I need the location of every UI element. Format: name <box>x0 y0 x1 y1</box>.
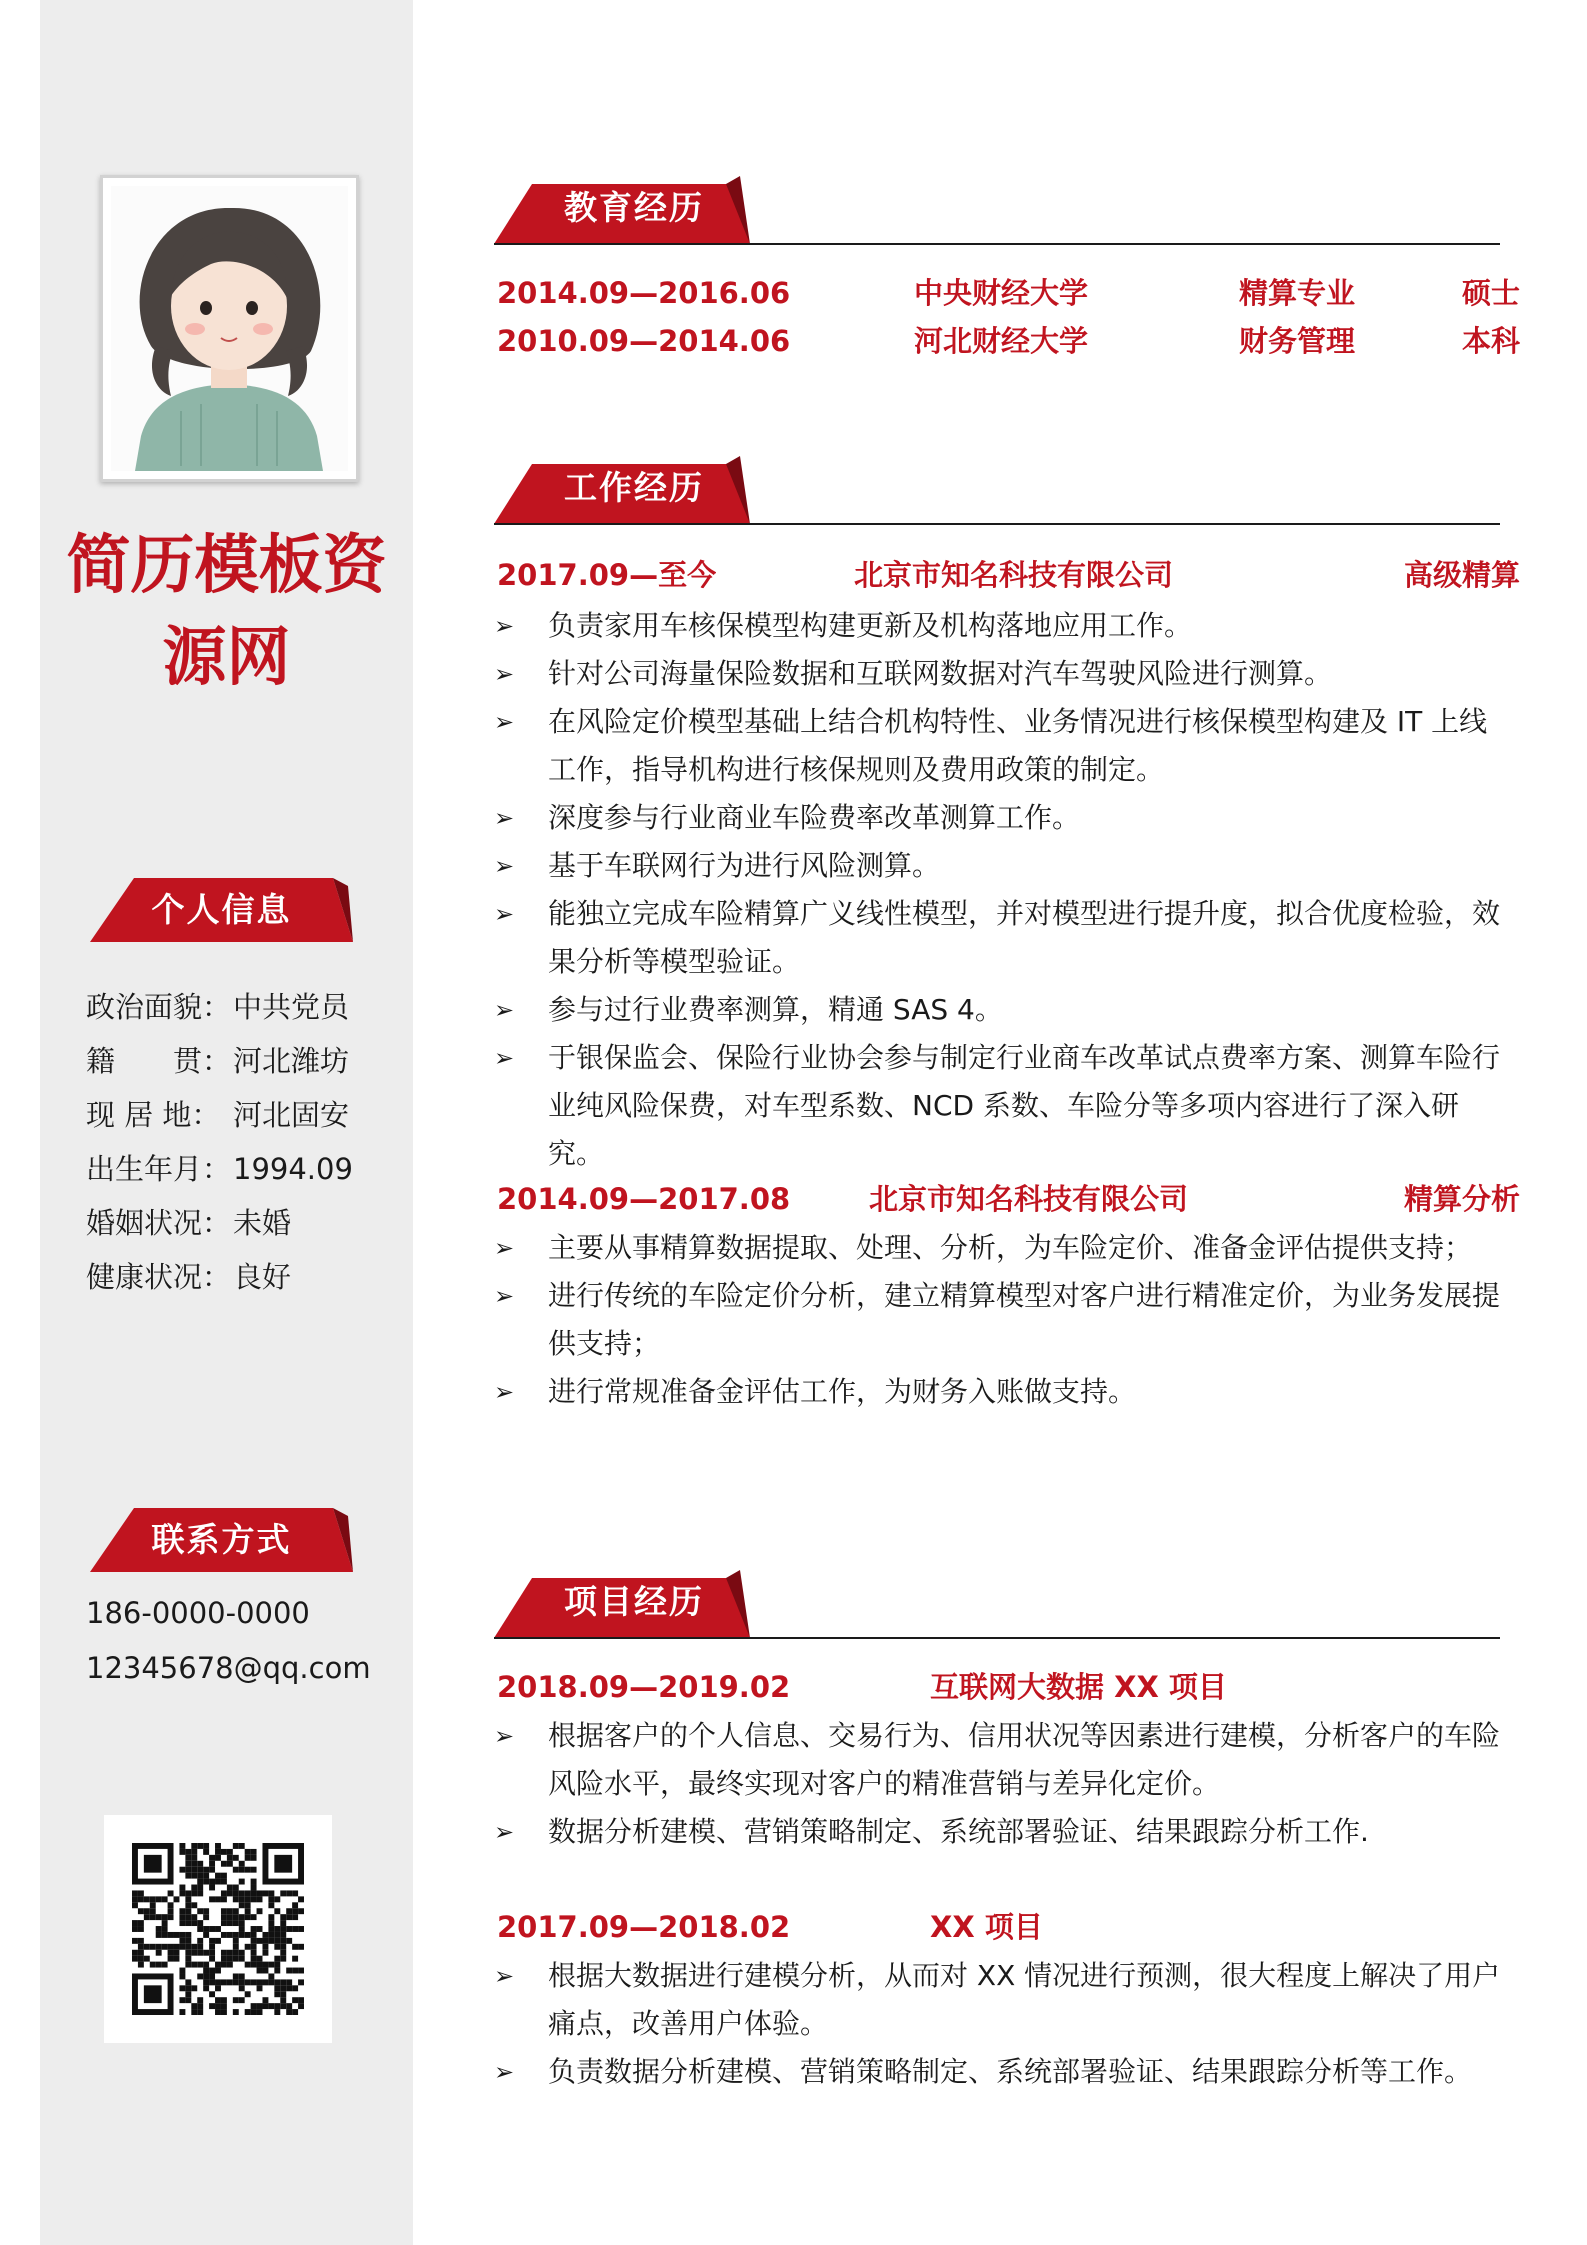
profile-photo <box>100 175 359 482</box>
info-value: 未婚 <box>233 1206 292 1240</box>
list-item: ➢ 基于车联网行为进行风险测算。 <box>494 842 1514 890</box>
project-bullets <box>494 1952 1514 2096</box>
work-title: 工作经历 <box>564 468 704 507</box>
projects-heading <box>494 1566 1500 1640</box>
project-bullets <box>494 1712 1514 1856</box>
arrow-bullet-icon: ➢ <box>494 1044 515 1072</box>
info-row <box>86 1250 353 1304</box>
list-item: ➢ 进行传统的车险定价分析，建立精算模型对客户进行精准定价，为业务发展提供支持； <box>494 1272 1514 1368</box>
list-item: ➢ 在风险定价模型基础上结合机构特性、业务情况进行核保模型构建及 IT 上线工作，指导机构进行核保规则及费用政策的制定。 <box>494 698 1514 794</box>
list-item: ➢ 主要从事精算数据提取、处理、分析，为车险定价、准备金评估提供支持； <box>494 1224 1514 1272</box>
arrow-bullet-icon: ➢ <box>494 708 515 736</box>
arrow-bullet-icon: ➢ <box>494 1378 515 1406</box>
work-heading <box>494 452 1500 526</box>
list-item: ➢ 参与过行业费率测算，精通 SAS 4。 <box>494 986 1514 1034</box>
list-item: ➢ 于银保监会、保险行业协会参与制定行业商车改革试点费率方案、测算车险行业纯风险保费，对车型系数、NCD 系数、车险分等多项内容进行了深入研究。 <box>494 1034 1514 1178</box>
edu-degree: 硕士 <box>1462 276 1521 310</box>
projects-title: 项目经历 <box>564 1582 704 1621</box>
info-value: 1994.09 <box>233 1152 353 1186</box>
job-bullets <box>494 602 1514 1178</box>
info-label: 现 居 地： <box>86 1098 221 1132</box>
info-row <box>86 980 353 1034</box>
edu-major: 精算专业 <box>1239 276 1356 310</box>
contact-title: 联系方式 <box>151 1520 292 1559</box>
info-label: 婚姻状况： <box>86 1206 232 1240</box>
education-title: 教育经历 <box>564 188 704 227</box>
contact-list <box>86 1586 371 1696</box>
arrow-bullet-icon: ➢ <box>494 612 515 640</box>
qr-code <box>104 1815 332 2043</box>
contact-heading <box>90 1508 353 1572</box>
phone-number: 186-0000-0000 <box>86 1596 310 1630</box>
info-value: 良好 <box>233 1260 292 1294</box>
education-entry <box>494 318 1521 364</box>
list-item: ➢ 能独立完成车险精算广义线性模型，并对模型进行提升度，拟合优度检验，效果分析等模型验证。 <box>494 890 1514 986</box>
info-label: 出生年月： <box>86 1152 232 1186</box>
qr-code-icon <box>132 1843 304 2015</box>
avatar-illustration-icon <box>111 186 348 471</box>
list-item: ➢ 进行常规准备金评估工作，为财务入账做支持。 <box>494 1368 1514 1416</box>
info-value: 中共党员 <box>233 990 350 1024</box>
job-bullets <box>494 1224 1514 1416</box>
arrow-bullet-icon: ➢ <box>494 1722 515 1750</box>
project-header <box>494 1664 1510 1710</box>
list-item: ➢ 根据客户的个人信息、交易行为、信用状况等因素进行建模，分析客户的车险风险水平，最终实现对客户的精准营销与差异化定价。 <box>494 1712 1514 1808</box>
list-item: ➢ 深度参与行业商业车险费率改革测算工作。 <box>494 794 1514 842</box>
job-company: 北京市知名科技有限公司 <box>854 558 1174 592</box>
info-row <box>86 1196 353 1250</box>
info-row <box>86 1034 353 1088</box>
list-item: ➢ 数据分析建模、营销策略制定、系统部署验证、结果跟踪分析工作. <box>494 1808 1514 1856</box>
personal-info-list <box>86 980 353 1304</box>
edu-school: 河北财经大学 <box>914 324 1089 358</box>
site-name: 简历模板资源网 <box>66 529 387 695</box>
arrow-bullet-icon: ➢ <box>494 1818 515 1846</box>
arrow-bullet-icon: ➢ <box>494 852 515 880</box>
info-row <box>86 1142 353 1196</box>
list-item: ➢ 针对公司海量保险数据和互联网数据对汽车驾驶风险进行测算。 <box>494 650 1514 698</box>
arrow-bullet-icon: ➢ <box>494 1234 515 1262</box>
email-address: 12345678@qq.com <box>86 1651 371 1685</box>
job-header <box>494 1176 1521 1222</box>
info-value: 河北固安 <box>233 1098 350 1132</box>
job-title: 精算分析 <box>1404 1182 1521 1216</box>
project-date: 2018.09—2019.02 <box>497 1670 791 1704</box>
info-label: 籍 贯： <box>86 1044 232 1078</box>
job-header <box>494 552 1521 598</box>
project-name: 互联网大数据 XX 项目 <box>930 1670 1227 1704</box>
job-date: 2017.09—至今 <box>497 558 717 592</box>
edu-major: 财务管理 <box>1239 324 1356 358</box>
personal-info-title: 个人信息 <box>151 890 292 929</box>
arrow-bullet-icon: ➢ <box>494 900 515 928</box>
list-item: ➢ 负责数据分析建模、营销策略制定、系统部署验证、结果跟踪分析等工作。 <box>494 2048 1514 2096</box>
arrow-bullet-icon: ➢ <box>494 2058 515 2086</box>
arrow-bullet-icon: ➢ <box>494 660 515 688</box>
info-row <box>86 1088 353 1142</box>
personal-info-heading <box>90 878 353 942</box>
edu-degree: 本科 <box>1462 324 1521 358</box>
edu-date: 2014.09—2016.06 <box>497 276 791 310</box>
job-title: 高级精算 <box>1404 558 1521 592</box>
education-entry <box>494 270 1521 316</box>
project-date: 2017.09—2018.02 <box>497 1910 791 1944</box>
education-heading <box>494 172 1500 246</box>
job-company: 北京市知名科技有限公司 <box>869 1182 1189 1216</box>
job-date: 2014.09—2017.08 <box>497 1182 791 1216</box>
arrow-bullet-icon: ➢ <box>494 804 515 832</box>
info-label: 健康状况： <box>86 1260 232 1294</box>
info-value: 河北潍坊 <box>233 1044 350 1078</box>
arrow-bullet-icon: ➢ <box>494 1962 515 1990</box>
arrow-bullet-icon: ➢ <box>494 996 515 1024</box>
edu-date: 2010.09—2014.06 <box>497 324 791 358</box>
arrow-bullet-icon: ➢ <box>494 1282 515 1310</box>
info-label: 政治面貌： <box>86 990 232 1024</box>
edu-school: 中央财经大学 <box>914 276 1089 310</box>
list-item: ➢ 根据大数据进行建模分析，从而对 XX 情况进行预测，很大程度上解决了用户痛点，改善用户体验。 <box>494 1952 1514 2048</box>
project-header <box>494 1904 1510 1950</box>
list-item: ➢ 负责家用车核保模型构建更新及机构落地应用工作。 <box>494 602 1514 650</box>
project-name: XX 项目 <box>930 1910 1043 1944</box>
